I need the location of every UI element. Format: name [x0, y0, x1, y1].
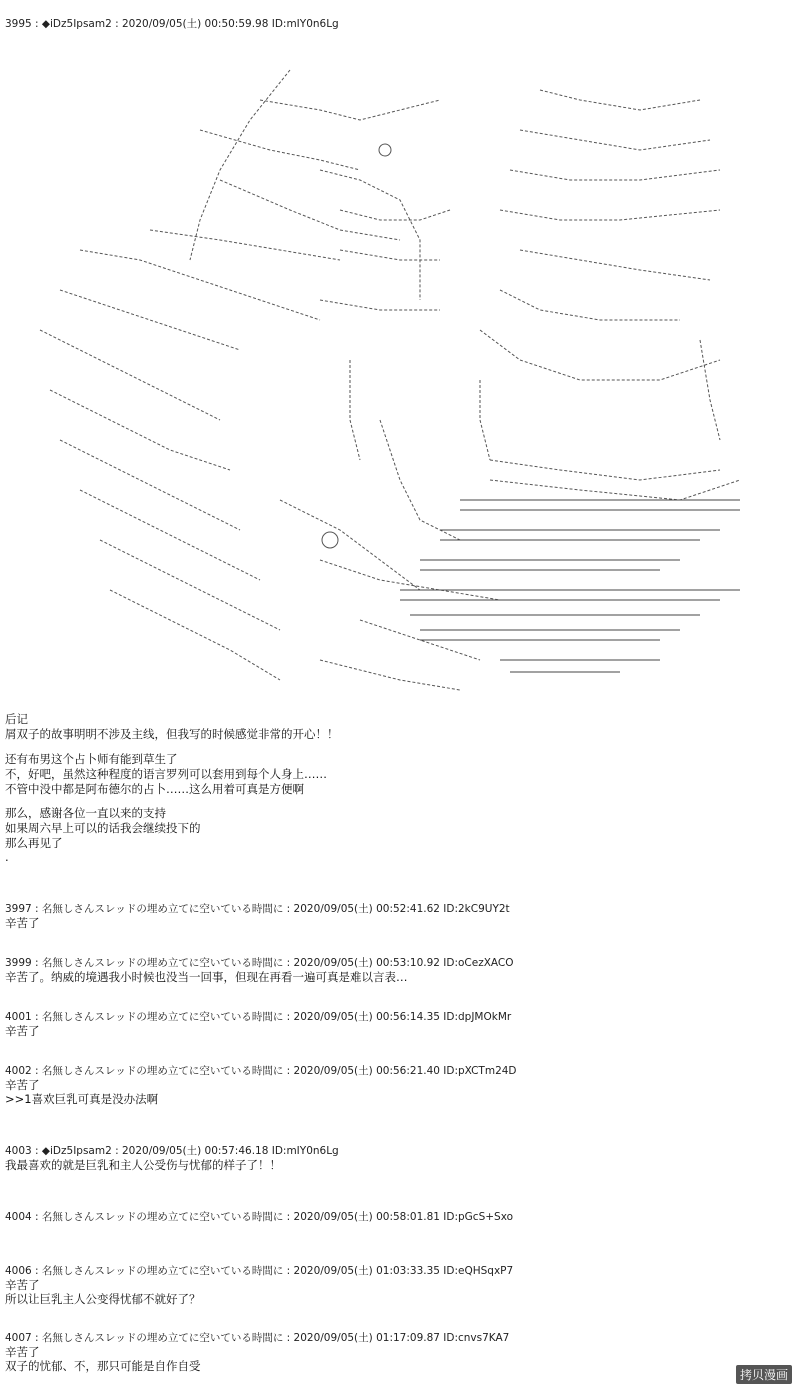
post-header-3999: 3999 : 名無しさんスレッドの埋め立てに空いている時間に : 2020/09/05(土) 00:53:10.92 ID:oCezXACO	[5, 957, 514, 969]
post-header-4007: 4007 : 名無しさんスレッドの埋め立てに空いている時間に : 2020/09/05(土) 01:17:09.87 ID:cnvs7KA7	[5, 1332, 510, 1344]
post-line: 屑双子的故事明明不涉及主线，但我写的时候感觉非常的开心！！	[5, 727, 339, 741]
post-line: 那么，感谢各位一直以来的支持	[5, 806, 166, 820]
post-line: 所以让巨乳主人公变得忧郁不就好了？	[5, 1292, 201, 1306]
post-header-4002: 4002 : 名無しさんスレッドの埋め立てに空いている時間に : 2020/09/05(土) 00:56:21.40 ID:pXCTm24D	[5, 1065, 517, 1077]
post-line: 我最喜欢的就是巨乳和主人公受伤与忧郁的样子了！！	[5, 1158, 281, 1172]
post-line: 辛苦了	[5, 1078, 40, 1092]
post-header-4003: 4003 : ◆iDz5Ipsam2 : 2020/09/05(土) 00:57:46.18 ID:mIY0n6Lg	[5, 1145, 339, 1157]
post-header-3997: 3997 : 名無しさんスレッドの埋め立てに空いている時間に : 2020/09/05(土) 00:52:41.62 ID:2kC9UY2t	[5, 903, 510, 915]
ascii-art-drawing	[20, 60, 780, 700]
post-line: 还有布男这个占卜师有能到草生了	[5, 752, 178, 766]
ascii-art-illustration	[20, 60, 780, 700]
post-line: >>1喜欢巨乳可真是没办法啊	[5, 1092, 159, 1106]
post-line: 辛苦了	[5, 1278, 40, 1292]
site-watermark: 拷贝漫画	[736, 1365, 792, 1384]
post-line: .	[5, 850, 9, 864]
post-line: 不，好吧，虽然这种程度的语言罗列可以套用到每个人身上……	[5, 767, 327, 781]
post-header-3995: 3995 : ◆iDz5Ipsam2 : 2020/09/05(土) 00:50:59.98 ID:mIY0n6Lg	[5, 18, 339, 30]
post-line: 那么再见了	[5, 836, 63, 850]
post-line: 后记	[5, 712, 28, 726]
post-line: 双子的忧郁、不，那只可能是自作自受	[5, 1359, 201, 1373]
post-line: 辛苦了	[5, 1024, 40, 1038]
post-line: 辛苦了。纳威的境遇我小时候也没当一回事，但现在再看一遍可真是难以言表…	[5, 970, 408, 984]
post-header-4001: 4001 : 名無しさんスレッドの埋め立てに空いている時間に : 2020/09/05(土) 00:56:14.35 ID:dpJMOkMr	[5, 1011, 512, 1023]
post-line: 不管中没中都是阿布德尔的占卜……这么用着可真是方便啊	[5, 782, 304, 796]
post-header-4006: 4006 : 名無しさんスレッドの埋め立てに空いている時間に : 2020/09/05(土) 01:03:33.35 ID:eQHSqxP7	[5, 1265, 514, 1277]
post-header-4004: 4004 : 名無しさんスレッドの埋め立てに空いている時間に : 2020/09/05(土) 00:58:01.81 ID:pGcS+Sxo	[5, 1211, 514, 1223]
post-line: 辛苦了	[5, 1345, 40, 1359]
post-line: 如果周六早上可以的话我会继续投下的	[5, 821, 201, 835]
post-line: 辛苦了	[5, 916, 40, 930]
